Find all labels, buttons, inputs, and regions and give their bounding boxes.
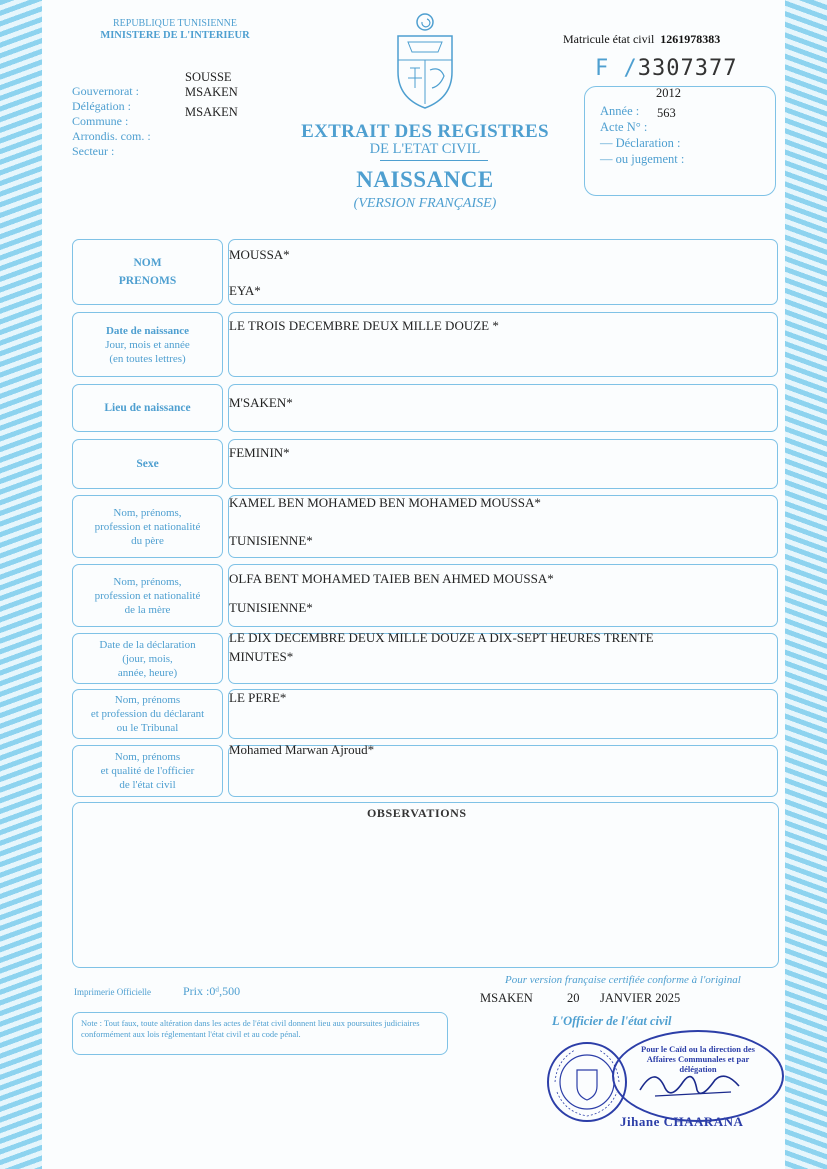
issue-month-year: JANVIER 2025 <box>600 991 681 1005</box>
prenoms-label: PRENOMS <box>118 275 177 287</box>
declaration-date-label-3: année, heure) <box>117 666 178 679</box>
sexe-value-box <box>228 439 778 489</box>
matricule-value: 1261978383 <box>660 32 721 46</box>
prenoms-value: EYA* <box>229 283 261 298</box>
jugement-label: — ou jugement : <box>600 152 685 166</box>
nom-prenoms-label-box <box>72 239 223 305</box>
declarant-label-3: ou le Tribunal <box>116 722 179 734</box>
declaration-label-box <box>72 633 223 684</box>
declaration-label: — Déclaration : <box>600 136 681 150</box>
declarant-label-box <box>72 689 223 739</box>
matricule-label: Matricule état civil <box>563 32 655 46</box>
title-divider <box>380 160 488 161</box>
declarant-value: LE PERE* <box>229 690 287 705</box>
dob-value: LE TROIS DECEMBRE DEUX MILLE DOUZE * <box>229 318 499 333</box>
officier-label-2: et qualité de l'officier <box>100 765 195 777</box>
mere-label: Nom, prénoms, <box>113 575 182 588</box>
pere-label-box <box>72 495 223 558</box>
lieu-label-box <box>72 384 223 432</box>
location-values <box>185 70 238 120</box>
republic-name: REPUBLIQUE TUNISIENNE <box>113 18 237 29</box>
secteur-label: Secteur : <box>72 144 115 158</box>
imprimerie-label: Imprimerie Officielle <box>74 987 152 997</box>
sexe-label-box <box>72 439 223 489</box>
commune-value: MSAKEN <box>185 105 238 119</box>
commune-label: Commune : <box>72 114 129 128</box>
dob-sublabel-2: (en toutes lettres) <box>109 352 186 365</box>
pere-nationalite-value: TUNISIENNE* <box>229 533 313 548</box>
sexe-label: Sexe <box>136 458 159 470</box>
observations-title: OBSERVATIONS <box>367 806 467 820</box>
delegation-label: Délégation : <box>72 99 131 113</box>
price-label: Prix :0ᵈ,500 <box>183 984 241 998</box>
pere-nom-value: KAMEL BEN MOHAMED BEN MOHAMED MOUSSA* <box>229 495 541 510</box>
legal-note: Note : Tout faux, toute altération dans les actes de l'état civil donnent lieu aux poursuites judiciaires conformément aux lois réglementant l'état civil et au code pénal. <box>72 1012 448 1055</box>
document-type: NAISSANCE <box>356 167 494 192</box>
issuer-block <box>100 18 250 42</box>
arrondissement-label: Arrondis. com. : <box>72 129 151 143</box>
declaration-date-value: LE DIX DECEMBRE DEUX MILLE DOUZE A DIX-SEPT HEURES TRENTE <box>229 630 654 645</box>
dob-label-box <box>72 312 223 377</box>
mere-label-2: profession et nationalité <box>94 589 201 602</box>
mere-label-3: de la mère <box>124 603 171 616</box>
matricule-row <box>563 32 720 47</box>
dob-sublabel: Jour, mois et année <box>105 338 190 351</box>
annee-label: Année : <box>600 104 640 118</box>
document-title: EXTRAIT DES REGISTRES <box>301 121 549 142</box>
lieu-value-box <box>228 384 778 432</box>
officier-label-3: de l'état civil <box>119 779 176 791</box>
tunisia-coat-of-arms-icon <box>392 12 458 110</box>
declaration-date-label: Date de la déclaration <box>99 638 196 651</box>
officier-label: Nom, prénoms <box>114 751 181 763</box>
gouvernorat-value: SOUSSE <box>185 70 232 84</box>
serial-prefix: F / <box>595 56 638 81</box>
mere-nationalite-value: TUNISIENNE* <box>229 600 313 615</box>
officier-title: L'Officier de l'état civil <box>552 1014 672 1028</box>
lieu-label: Lieu de naissance <box>104 402 191 414</box>
location-labels <box>72 84 151 159</box>
stamp-text: Pour le Caïd ou la direction des Affaires Communales et par délégation <box>641 1044 755 1074</box>
annee-value: 2012 <box>656 86 681 100</box>
gouvernorat-label: Gouvernorat : <box>72 84 139 98</box>
delegation-value: MSAKEN <box>185 85 238 99</box>
declaration-date-label-2: (jour, mois, <box>122 652 173 665</box>
nom-label: NOM <box>133 257 162 269</box>
pere-label: Nom, prénoms, <box>113 506 182 519</box>
document-subtitle: DE L'ETAT CIVIL <box>369 141 481 157</box>
pere-label-3: du père <box>131 534 164 547</box>
certification-text: Pour version française certifiée conforme à l'original <box>505 974 741 986</box>
declarant-value-box <box>228 689 778 739</box>
serial-number <box>595 56 737 81</box>
sexe-value: FEMININ* <box>229 445 290 460</box>
declarant-label: Nom, prénoms <box>114 694 181 706</box>
acte-value: 563 <box>657 106 676 120</box>
declarant-label-2: et profession du déclarant <box>90 708 205 720</box>
mere-nom-value: OLFA BENT MOHAMED TAIEB BEN AHMED MOUSSA* <box>229 571 554 586</box>
acte-label: Acte N° : <box>600 120 648 134</box>
nom-prenoms-value-box <box>228 239 778 305</box>
issue-place: MSAKEN <box>480 991 533 1005</box>
serial-value: 3307377 <box>637 56 738 81</box>
pere-label-2: profession et nationalité <box>94 520 201 533</box>
officier-label-box <box>72 745 223 797</box>
handwritten-signature-icon <box>635 1060 745 1105</box>
observations-box <box>72 802 779 968</box>
nom-value: MOUSSA* <box>229 247 290 262</box>
lieu-value: M'SAKEN* <box>229 395 293 410</box>
signer-name: Jihane CHAARANA <box>620 1114 744 1129</box>
document-version: (VERSION FRANÇAISE) <box>353 196 497 211</box>
declaration-date-value-2: MINUTES* <box>229 649 294 664</box>
mere-label-box <box>72 564 223 627</box>
ministry-name: MINISTERE DE L'INTERIEUR <box>100 30 250 41</box>
officier-value: Mohamed Marwan Ajroud* <box>229 742 375 757</box>
issue-day: 20 <box>567 991 580 1005</box>
dob-label: Date de naissance <box>105 324 190 337</box>
